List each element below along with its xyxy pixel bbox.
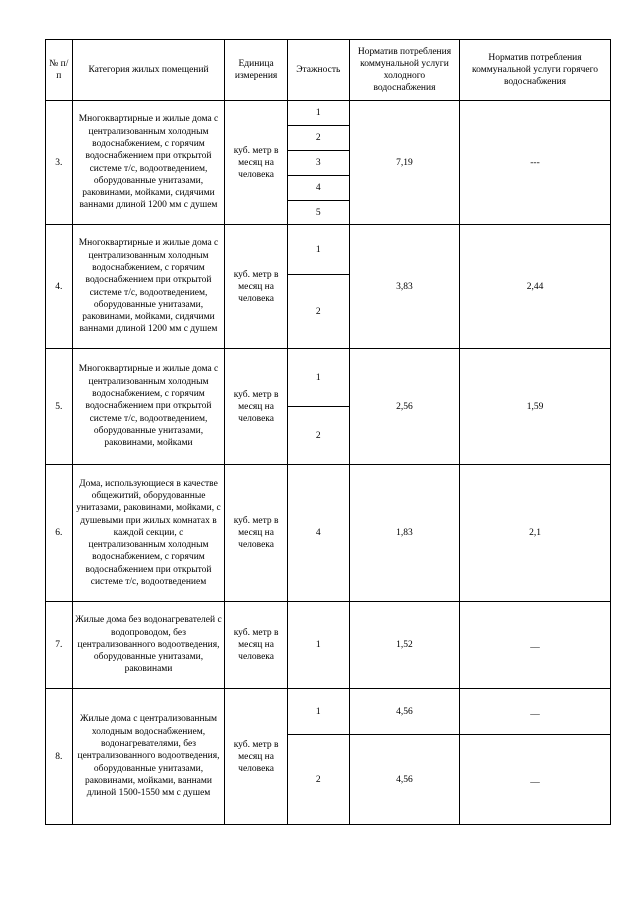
row-hot: __ [460, 689, 611, 735]
row-num: 8. [46, 689, 73, 825]
row-floor: 1 [287, 602, 349, 689]
row-cold: 3,83 [349, 225, 459, 349]
row-floor: 1 [287, 101, 349, 126]
table-row [46, 689, 611, 735]
header-cold: Норматив потребления коммунальной услуги холодного водоснабжения [349, 40, 459, 101]
row-unit: куб. метр в месяц на человека [225, 101, 287, 225]
header-category: Категория жилых помещений [72, 40, 225, 101]
row-unit: куб. метр в месяц на человека [225, 349, 287, 465]
row-category: Многоквартирные и жилые дома с централизованным холодным водоснабжением, с горячим водоснабжением при открытой системе т/с, водоотведением, оборудованные унитазами, раковинами, мойками, сидячими ваннами длиной 1200 мм с душем [72, 225, 225, 349]
row-num: 5. [46, 349, 73, 465]
row-hot: --- [460, 101, 611, 225]
row-hot: __ [460, 602, 611, 689]
row-unit: куб. метр в месяц на человека [225, 689, 287, 825]
row-category: Жилые дома с централизованным холодным водоснабжением, водонагревателями, без централизованного водоотведения, оборудованные унитазами, раковинами, мойками, ваннами длиной 1500-1550 мм с душем [72, 689, 225, 825]
row-unit: куб. метр в месяц на человека [225, 602, 287, 689]
row-floor: 1 [287, 225, 349, 275]
header-unit: Единица измерения [225, 40, 287, 101]
table-row [46, 225, 611, 275]
row-floor: 2 [287, 735, 349, 825]
row-floor: 4 [287, 176, 349, 201]
header-row [46, 40, 611, 101]
table-row [46, 349, 611, 407]
table-row [46, 465, 611, 602]
row-floor: 2 [287, 407, 349, 465]
row-cold: 1,83 [349, 465, 459, 602]
row-num: 7. [46, 602, 73, 689]
row-floor: 4 [287, 465, 349, 602]
table-row [46, 602, 611, 689]
row-cold: 4,56 [349, 689, 459, 735]
table-row [46, 101, 611, 126]
row-floor: 1 [287, 349, 349, 407]
row-category: Многоквартирные и жилые дома с централизованным холодным водоснабжением, с горячим водоснабжением при открытой системе т/с, водоотведением, оборудованные унитазами, раковинами, мойками [72, 349, 225, 465]
row-hot: 2,44 [460, 225, 611, 349]
row-cold: 4,56 [349, 735, 459, 825]
row-num: 6. [46, 465, 73, 602]
row-floor: 5 [287, 201, 349, 225]
row-unit: куб. метр в месяц на человека [225, 225, 287, 349]
row-cold: 1,52 [349, 602, 459, 689]
row-num: 3. [46, 101, 73, 225]
row-hot: __ [460, 735, 611, 825]
row-cold: 7,19 [349, 101, 459, 225]
row-hot: 1,59 [460, 349, 611, 465]
row-cold: 2,56 [349, 349, 459, 465]
row-category: Многоквартирные и жилые дома с централизованным холодным водоснабжением, с горячим водоснабжением при открытой системе т/с, водоотведением, оборудованные унитазами, раковинами, мойками, сидячими ваннами длиной 1200 мм с душем [72, 101, 225, 225]
header-floors: Этажность [287, 40, 349, 101]
row-category: Жилые дома без водонагревателей с водопроводом, без централизованного водоотведения, оборудованные унитазами, раковинами [72, 602, 225, 689]
row-unit: куб. метр в месяц на человека [225, 465, 287, 602]
row-category: Дома, использующиеся в качестве общежитий, оборудованные унитазами, раковинами, мойками, с душевыми при жилых комнатах в каждой секции, с централизованным холодным водоснабжением, с горячим водоснабжением при открытой системе т/с, водоотведением [72, 465, 225, 602]
row-floor: 2 [287, 275, 349, 349]
row-num: 4. [46, 225, 73, 349]
row-hot: 2,1 [460, 465, 611, 602]
document-page [45, 39, 611, 825]
row-floor: 1 [287, 689, 349, 735]
header-num: № п/п [46, 40, 73, 101]
norms-table [45, 39, 611, 825]
header-hot: Норматив потребления коммунальной услуги горячего водоснабжения [460, 40, 611, 101]
row-floor: 3 [287, 151, 349, 176]
row-floor: 2 [287, 126, 349, 151]
